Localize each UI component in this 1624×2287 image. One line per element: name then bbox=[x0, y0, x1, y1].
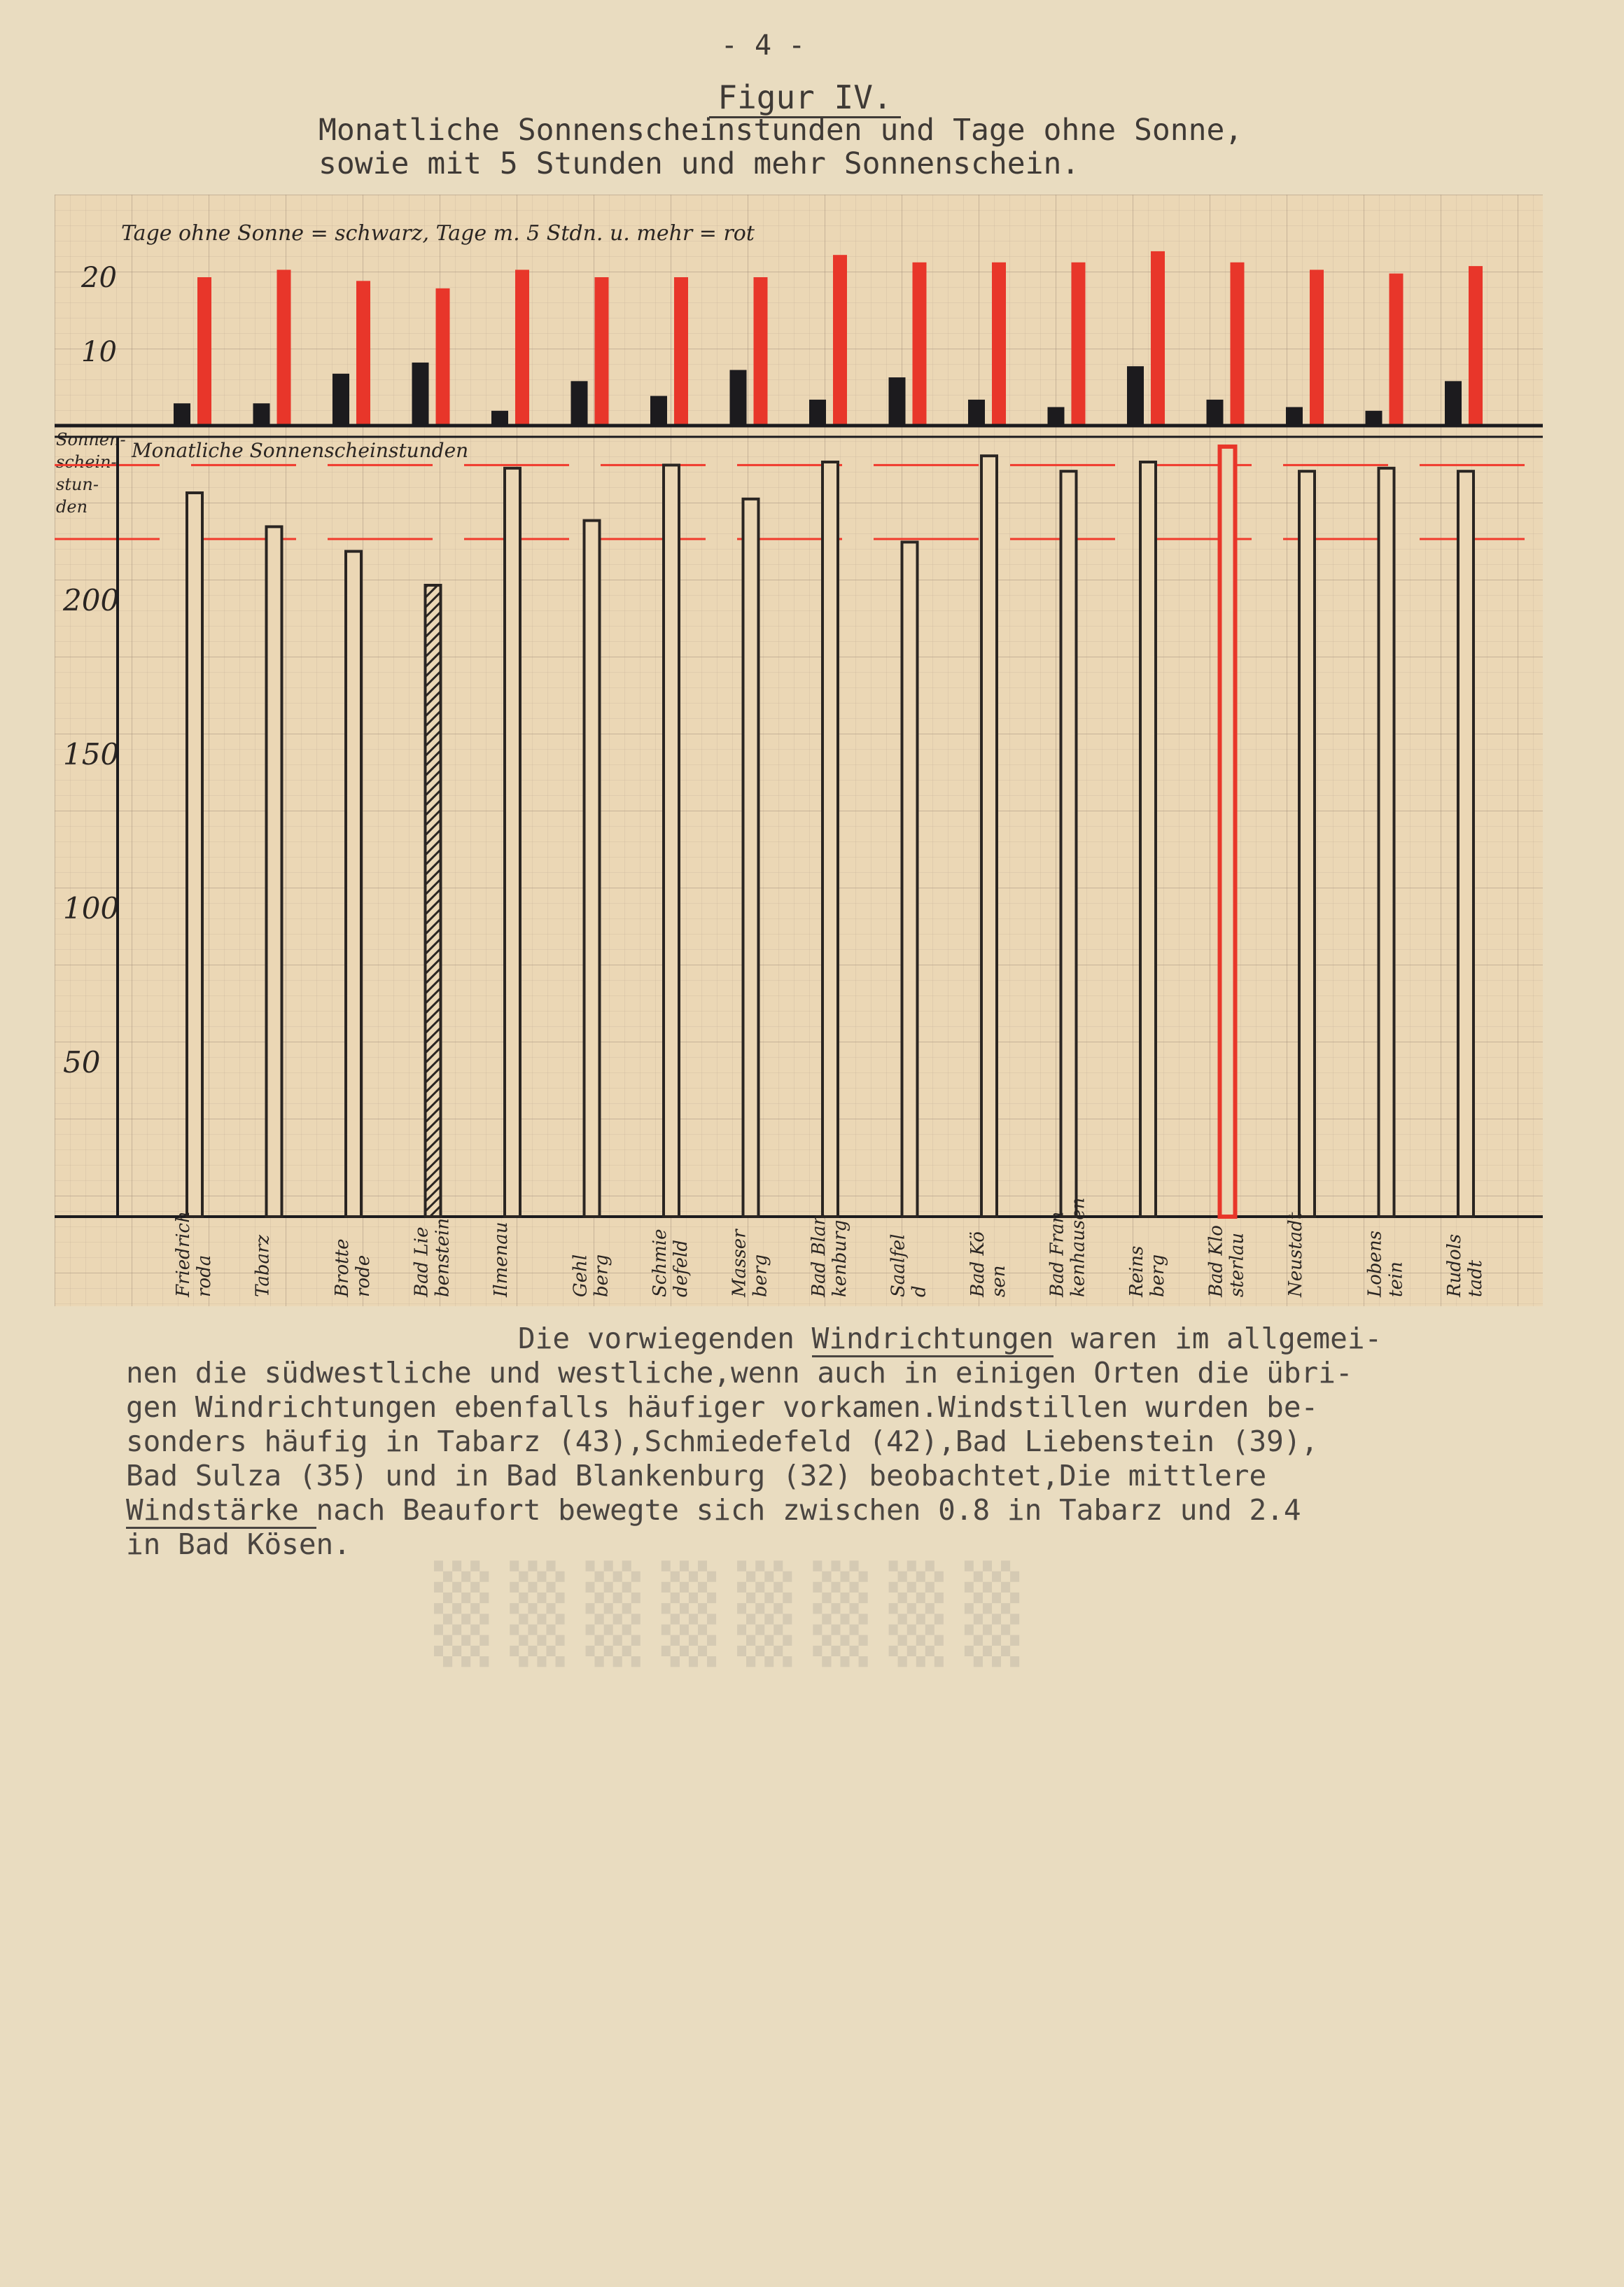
y-axis-label-line: den bbox=[56, 497, 88, 517]
bar-sunshine-hours bbox=[267, 526, 282, 1217]
bar-days-5h-plus bbox=[197, 277, 211, 426]
y-axis-label-line: Sonnen- bbox=[56, 430, 126, 449]
text-line-1 bbox=[126, 1322, 1596, 1356]
bottom-y-tick-label: 100 bbox=[63, 891, 120, 925]
bar-sunshine-hours bbox=[584, 521, 600, 1217]
x-tick-label: roda bbox=[194, 1254, 215, 1297]
figure-caption bbox=[318, 113, 1242, 181]
bar-sunshine-hours bbox=[743, 499, 759, 1217]
x-tick-label: kenburg bbox=[830, 1219, 850, 1297]
bar-days-5h-plus bbox=[992, 263, 1006, 426]
bar-sunshine-hours bbox=[902, 542, 918, 1217]
bar-days-5h-plus bbox=[277, 270, 291, 426]
y-axis-label-line: schein- bbox=[56, 452, 117, 472]
bar-days-no-sun bbox=[650, 396, 667, 426]
x-tick-label: Rudols bbox=[1444, 1233, 1465, 1297]
text-line-1-rest: waren im allgemei- bbox=[1054, 1322, 1382, 1355]
x-tick-label: Schmie bbox=[650, 1229, 671, 1297]
bar-sunshine-hours bbox=[1379, 468, 1394, 1217]
x-tick-label: Bad Blan bbox=[808, 1213, 830, 1297]
x-tick-label: defeld bbox=[671, 1240, 692, 1297]
x-tick-label: sen bbox=[988, 1265, 1009, 1297]
x-tick-label: Gehl bbox=[570, 1254, 592, 1297]
x-tick-label: Reins bbox=[1126, 1245, 1147, 1297]
figure-title bbox=[0, 78, 1610, 116]
y-axis-label-line: stun- bbox=[56, 475, 99, 494]
text-line-4: sonders häufig in Tabarz (43),Schmiedefeld (42),Bad Liebenstein (39), bbox=[126, 1425, 1319, 1458]
x-tick-label: Tabarz bbox=[252, 1234, 274, 1297]
bar-sunshine-hours bbox=[187, 493, 202, 1217]
bar-days-5h-plus bbox=[674, 277, 688, 426]
text-underlined-windstaerke: Windstärke bbox=[126, 1493, 316, 1529]
bar-sunshine-hours bbox=[664, 465, 679, 1217]
bar-sunshine-hours bbox=[1140, 462, 1156, 1217]
page-number: - 4 - bbox=[720, 29, 806, 62]
x-tick-label: Ilmenau bbox=[491, 1222, 512, 1297]
bar-days-no-sun bbox=[1286, 407, 1303, 426]
bar-days-no-sun bbox=[730, 370, 747, 426]
bottom-y-tick-label: 50 bbox=[63, 1045, 101, 1079]
bar-days-no-sun bbox=[1207, 400, 1224, 426]
bar-days-no-sun bbox=[174, 403, 190, 426]
text-line-6-rest: nach Beaufort bewegte sich zwischen 0.8 in Tabarz und 2.4 bbox=[316, 1493, 1301, 1527]
x-tick-label: Masser bbox=[729, 1229, 750, 1297]
bar-days-no-sun bbox=[1366, 411, 1382, 426]
text-line-5: Bad Sulza (35) und in Bad Blankenburg (32) beobachtet,Die mittlere bbox=[126, 1459, 1267, 1492]
bar-sunshine-hours bbox=[981, 456, 997, 1217]
x-tick-label: Bad Kö bbox=[967, 1231, 988, 1297]
bar-days-5h-plus bbox=[595, 277, 609, 426]
caption-line-2: sowie mit 5 Stunden und mehr Sonnenschein. bbox=[318, 146, 1080, 181]
bar-days-no-sun bbox=[968, 400, 985, 426]
x-tick-label: Brotte bbox=[332, 1238, 353, 1297]
bar-days-5h-plus bbox=[1310, 270, 1324, 426]
bar-days-5h-plus bbox=[1072, 263, 1086, 426]
x-tick-label: tein bbox=[1385, 1261, 1407, 1297]
x-tick-label: rode bbox=[353, 1254, 374, 1297]
bar-days-no-sun bbox=[1445, 381, 1462, 426]
bar-days-5h-plus bbox=[1390, 274, 1404, 426]
x-tick-label: Neustadt bbox=[1285, 1212, 1306, 1297]
bar-days-no-sun bbox=[571, 381, 588, 426]
bar-days-no-sun bbox=[1127, 366, 1144, 426]
bar-sunshine-hours bbox=[1458, 471, 1474, 1217]
text-line-6 bbox=[126, 1493, 1596, 1527]
text-line-7: in Bad Kösen. bbox=[126, 1527, 351, 1561]
bar-days-5h-plus bbox=[356, 281, 370, 426]
x-tick-label: Lobens bbox=[1364, 1230, 1386, 1297]
x-tick-label: d bbox=[909, 1285, 930, 1297]
x-tick-label: sterlau bbox=[1226, 1232, 1248, 1297]
bar-days-5h-plus bbox=[1231, 263, 1245, 426]
bar-sunshine-hours bbox=[822, 462, 838, 1217]
text-underlined-windrichtungen: Windrichtungen bbox=[812, 1322, 1054, 1357]
text-line-2: nen die südwestliche und westliche,wenn auch in einigen Orten die übri- bbox=[126, 1356, 1353, 1390]
bar-days-no-sun bbox=[1048, 407, 1065, 426]
bar-days-5h-plus bbox=[913, 263, 927, 426]
body-text bbox=[126, 1322, 1596, 1562]
x-tick-label: berg bbox=[1147, 1254, 1168, 1297]
bar-days-no-sun bbox=[412, 363, 429, 426]
bar-sunshine-hours bbox=[1299, 471, 1315, 1217]
bottom-y-tick-label: 150 bbox=[63, 737, 120, 771]
bar-days-5h-plus bbox=[754, 277, 768, 426]
x-tick-label: berg bbox=[750, 1254, 771, 1297]
bar-sunshine-hours bbox=[346, 552, 361, 1217]
x-tick-label: Bad Klo bbox=[1205, 1225, 1227, 1297]
caption-line-1: Monatliche Sonnenscheinstunden und Tage ohne Sonne, bbox=[318, 113, 1243, 148]
bar-sunshine-hours bbox=[1061, 471, 1077, 1217]
x-tick-label: Saalfel bbox=[888, 1233, 909, 1297]
bar-days-5h-plus bbox=[1469, 266, 1483, 426]
top-y-tick-label: 20 bbox=[81, 262, 117, 294]
x-tick-label: kenhausen bbox=[1068, 1197, 1089, 1297]
top-y-tick-label: 10 bbox=[81, 336, 117, 368]
x-tick-label: tadt bbox=[1465, 1259, 1486, 1297]
bar-days-no-sun bbox=[889, 377, 906, 426]
bleed-through-text bbox=[434, 1560, 1624, 2086]
bottom-chart-title: Monatliche Sonnenscheinstunden bbox=[132, 439, 469, 462]
bar-sunshine-hours bbox=[505, 468, 520, 1217]
bar-days-no-sun bbox=[809, 400, 826, 426]
x-tick-label: Bad Fran bbox=[1046, 1211, 1068, 1297]
chart-svg bbox=[55, 195, 1543, 1306]
x-tick-label: benstein bbox=[432, 1217, 454, 1297]
top-chart-title: Tage ohne Sonne = schwarz, Tage m. 5 Stdn. u. mehr = rot bbox=[121, 221, 755, 246]
bar-days-no-sun bbox=[253, 403, 270, 426]
bottom-y-tick-label: 200 bbox=[63, 583, 120, 617]
x-tick-label: Bad Lie bbox=[411, 1226, 433, 1297]
text-intro: Die vorwiegenden bbox=[518, 1322, 812, 1355]
chart-area bbox=[55, 195, 1543, 1306]
figure-title-text: Figur IV. bbox=[709, 78, 900, 118]
text-line-3: gen Windrichtungen ebenfalls häufiger vorkamen.Windstillen wurden be- bbox=[126, 1390, 1319, 1424]
bar-days-5h-plus bbox=[833, 255, 847, 426]
bar-days-5h-plus bbox=[1151, 251, 1165, 426]
bar-days-5h-plus bbox=[436, 288, 450, 426]
x-tick-label: berg bbox=[591, 1254, 612, 1297]
x-tick-label: Friedrich bbox=[173, 1211, 194, 1297]
bar-days-5h-plus bbox=[515, 270, 529, 426]
bleed-through-heading: ▒▒▒▒▒▒▒▒ bbox=[434, 1560, 1041, 1667]
bar-days-no-sun bbox=[491, 411, 508, 426]
bar-days-no-sun bbox=[332, 374, 349, 426]
bar-sunshine-hours bbox=[426, 585, 441, 1217]
bar-sunshine-hours bbox=[1220, 447, 1236, 1217]
